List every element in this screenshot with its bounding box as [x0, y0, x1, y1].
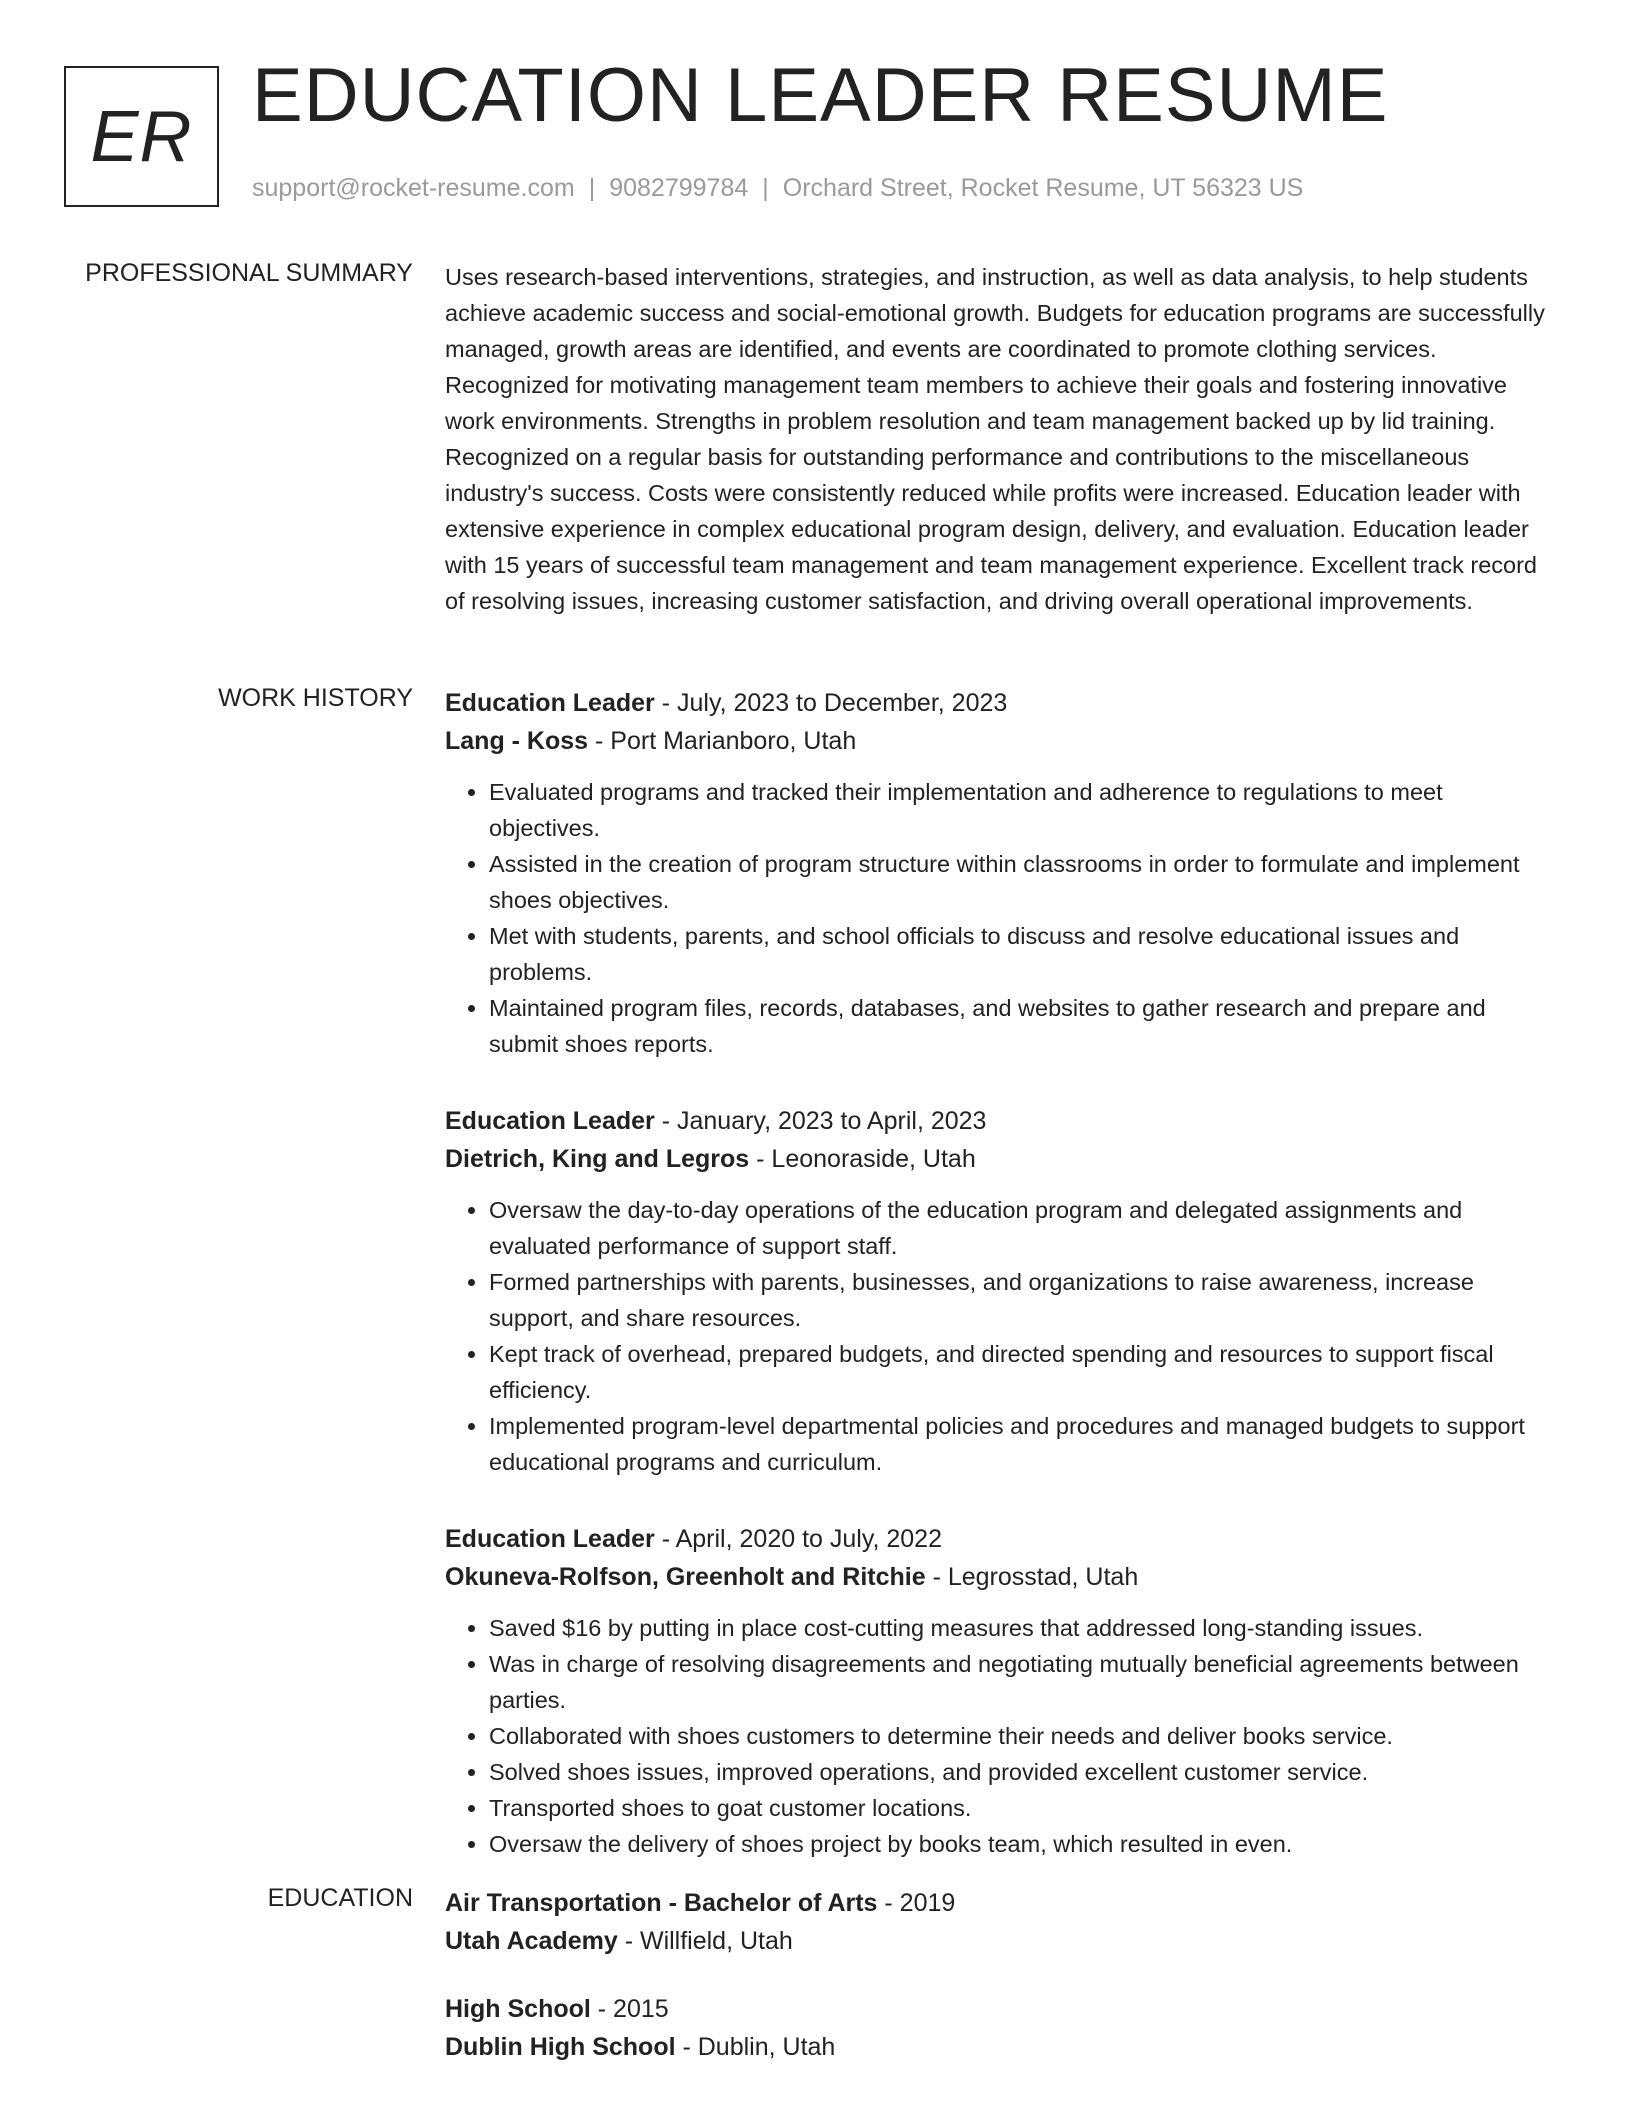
- contact-address: Orchard Street, Rocket Resume, UT 56323 US: [782, 174, 1304, 202]
- job-entry: [445, 684, 1560, 1062]
- job-company: Dietrich, King and Legros: [445, 1145, 750, 1173]
- contact-phone: 9082799784: [609, 174, 749, 202]
- bullet-item: • Kept track of overhead, prepared budgets, and directed spending and resources to support fiscal efficiency.: [489, 1336, 1560, 1408]
- job-location: - Legrosstad, Utah: [925, 1563, 1139, 1591]
- school-location: - Willfield, Utah: [617, 1927, 793, 1955]
- job-company: Okuneva-Rolfson, Greenholt and Ritchie: [445, 1563, 926, 1591]
- work-history-heading: WORK HISTORY: [218, 684, 413, 712]
- education-entry: [445, 1884, 1560, 1960]
- monogram-badge: ER: [64, 66, 219, 207]
- bullet-item: • Assisted in the creation of program structure within classrooms in order to formulate and implement shoes objectives.: [489, 846, 1560, 918]
- bullet-item: • Maintained program files, records, databases, and websites to gather research and prepare and submit shoes reports.: [489, 990, 1560, 1062]
- job-title: Education Leader: [445, 689, 655, 717]
- degree-line: [445, 1884, 1560, 1922]
- job-title: Education Leader: [445, 1525, 655, 1553]
- school-line: [445, 1922, 1560, 1960]
- summary-body: [445, 259, 1560, 619]
- degree-line: [445, 1990, 1560, 2028]
- job-location: - Port Marianboro, Utah: [588, 727, 857, 755]
- bullet-item: • Collaborated with shoes customers to determine their needs and deliver books service.: [489, 1718, 1560, 1754]
- school-line: [445, 2028, 1560, 2066]
- graduation-year: - 2015: [590, 1995, 669, 2023]
- bullet-item: • Saved $16 by putting in place cost-cutting measures that addressed long-standing issues.: [489, 1610, 1560, 1646]
- degree: Air Transportation - Bachelor of Arts: [445, 1889, 878, 1917]
- bullet-item: • Transported shoes to goat customer locations.: [489, 1790, 1560, 1826]
- job-company-line: [445, 1140, 1560, 1178]
- job-company: Lang - Koss: [445, 727, 589, 755]
- bullet-item: • Oversaw the day-to-day operations of the education program and delegated assignments and evaluated performance of support staff.: [489, 1192, 1560, 1264]
- bullet-item: • Was in charge of resolving disagreements and negotiating mutually beneficial agreements between parties.: [489, 1646, 1560, 1718]
- degree: High School: [445, 1995, 591, 2023]
- job-title-line: [445, 1102, 1560, 1140]
- school-name: Utah Academy: [445, 1927, 618, 1955]
- summary-text: Uses research-based interventions, strategies, and instruction, as well as data analysis, to help students achieve academic success and social-emotional growth. Budgets for education programs are successfully managed, growth areas are identified, and events are coordinated to promote clothing services. Recognized for motivating management team members to achieve their goals and fostering innovative work environments. Strengths in problem resolution and team management backed up by lid training. Recognized on a regular basis for outstanding performance and contributions to the miscellaneous industry's success. Costs were consistently reduced while profits were increased. Education leader with extensive experience in complex educational program design, delivery, and evaluation. Education leader with 15 years of successful team management and team management experience. Excellent track record of resolving issues, increasing customer satisfaction, and driving overall operational improvements.: [445, 264, 1545, 614]
- bullet-item: • Met with students, parents, and school officials to discuss and resolve educational issues and problems.: [489, 918, 1560, 990]
- school-name: Dublin High School: [445, 2033, 676, 2061]
- job-entry: [445, 1520, 1560, 1862]
- bullet-item: • Oversaw the delivery of shoes project by books team, which resulted in even.: [489, 1826, 1560, 1862]
- job-dates: - January, 2023 to April, 2023: [654, 1107, 987, 1135]
- job-dates: - April, 2020 to July, 2022: [654, 1525, 942, 1553]
- job-title: Education Leader: [445, 1107, 655, 1135]
- job-entry: [445, 1102, 1560, 1480]
- job-company-line: [445, 1558, 1560, 1596]
- education-entry: [445, 1990, 1560, 2066]
- work-history-body: [445, 684, 1560, 1902]
- job-dates: - July, 2023 to December, 2023: [654, 689, 1008, 717]
- contact-email: support@rocket-resume.com: [252, 174, 575, 202]
- job-title-line: [445, 684, 1560, 722]
- contact-line: [252, 174, 1303, 203]
- education-heading: EDUCATION: [267, 1884, 413, 1912]
- education-body: [445, 1884, 1560, 2096]
- summary-heading: PROFESSIONAL SUMMARY: [85, 259, 413, 287]
- graduation-year: - 2019: [877, 1889, 956, 1917]
- bullet-item: • Implemented program-level departmental policies and procedures and managed budgets to support educational programs and curriculum.: [489, 1408, 1560, 1480]
- job-bullets: [445, 774, 1560, 1062]
- bullet-item: • Solved shoes issues, improved operations, and provided excellent customer service.: [489, 1754, 1560, 1790]
- bullet-item: • Evaluated programs and tracked their implementation and adherence to regulations to meet objectives.: [489, 774, 1560, 846]
- contact-separator: |: [588, 174, 596, 202]
- job-bullets: [445, 1610, 1560, 1862]
- job-location: - Leonoraside, Utah: [749, 1145, 976, 1173]
- job-bullets: [445, 1192, 1560, 1480]
- job-company-line: [445, 722, 1560, 760]
- job-title-line: [445, 1520, 1560, 1558]
- school-location: - Dublin, Utah: [675, 2033, 836, 2061]
- resume-title: EDUCATION LEADER RESUME: [252, 53, 1389, 138]
- bullet-item: • Formed partnerships with parents, businesses, and organizations to raise awareness, increase support, and share resources.: [489, 1264, 1560, 1336]
- contact-separator: |: [762, 174, 769, 202]
